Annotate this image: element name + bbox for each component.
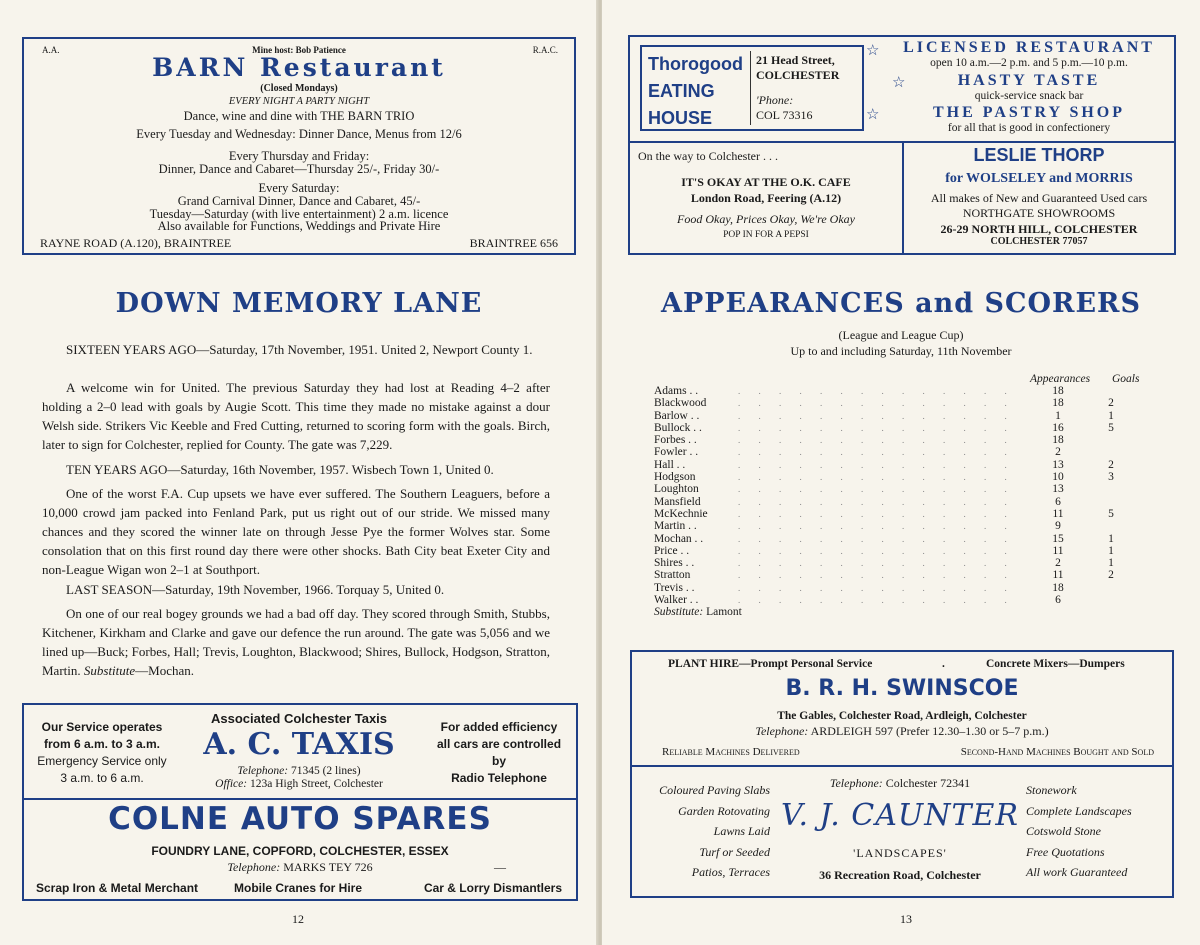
leader-dots: . . . . . . . . . . . . . . bbox=[738, 447, 1015, 458]
radio-note-1: For added efficiency bbox=[440, 720, 558, 734]
col-goals: Goals bbox=[1112, 373, 1140, 385]
taxi-hours-3: Emergency Service only bbox=[37, 754, 167, 768]
colne-tel-label: Telephone: bbox=[227, 860, 281, 874]
player-row bbox=[654, 483, 1134, 495]
player-row bbox=[654, 459, 1134, 471]
memory-p5: LAST SEASON—Saturday, 19th November, 1966. Torquay 5, United 0. bbox=[66, 582, 445, 597]
swinscoe-tel-label: Telephone: bbox=[755, 724, 809, 738]
player-name: Loughton bbox=[654, 483, 699, 496]
player-name: Adams . . bbox=[654, 385, 699, 397]
dismantlers: Car & Lorry Dismantlers bbox=[423, 881, 562, 895]
player-appearances: 2 bbox=[1055, 557, 1061, 570]
leader-dots: . . . . . . . . . . . . . . bbox=[738, 582, 1015, 593]
player-row bbox=[654, 385, 1134, 397]
leader-dots: . . . . . . . . . . . . . . bbox=[738, 521, 1015, 532]
leader-dots: . . . . . . . . . . . . . . bbox=[738, 472, 1015, 483]
thorp-showrooms: NORTHGATE SHOWROOMS bbox=[962, 206, 1116, 220]
player-name: Mochan . . bbox=[654, 532, 704, 545]
player-appearances: 16 bbox=[1052, 421, 1064, 434]
swinscoe-address: The Gables, Colchester Road, Ardleigh, Colchester bbox=[777, 710, 1027, 722]
substitute-row bbox=[654, 606, 742, 618]
taxis-colne-advert bbox=[22, 703, 578, 901]
memory-p6-substitute: Substitute bbox=[83, 663, 136, 678]
caunter-tel-label: Telephone: bbox=[829, 776, 883, 790]
hasty-taste: HASTY TASTE bbox=[957, 72, 1101, 89]
radio-note-3: by bbox=[491, 754, 506, 768]
swinscoe-telephone bbox=[632, 724, 1172, 739]
confectionery: for all that is good in confectionery bbox=[947, 122, 1111, 134]
memory-lane-title: DOWN MEMORY LANE bbox=[115, 288, 483, 319]
leader-dots: . . . . . . . . . . . . . . bbox=[738, 398, 1015, 409]
thorogood-name bbox=[648, 51, 743, 132]
player-goals: 2 bbox=[1108, 569, 1114, 582]
player-name: Martin . . bbox=[654, 520, 697, 533]
barn-trio: Dance, wine and dine with THE BARN TRIO bbox=[183, 109, 415, 123]
ok-cafe-way: On the way to Colchester . . . bbox=[638, 149, 778, 163]
thorogood-addr2: COLCHESTER bbox=[756, 68, 840, 82]
thursday-friday-prices: Dinner, Dance and Cabaret—Thursday 25/-, Friday 30/- bbox=[158, 162, 440, 176]
player-goals bbox=[1088, 483, 1134, 495]
player-name: McKechnie bbox=[654, 507, 708, 520]
ok-cafe-title: IT'S OKAY AT THE O.K. CAFE bbox=[681, 175, 851, 189]
memory-p2: A welcome win for United. The previous Saturday they had lost at Reading 4–2 after holding a 2–0 lead with goals by Augie Scott. This time they made no mistake against a dour Welsh side. Strikers Vic Keeble and Fred Cutting, returned to scoring form with the goals. Birch, later to sign for Colchester, replied for County. The gate was 7,229. bbox=[42, 380, 550, 452]
player-appearances: 18 bbox=[1052, 581, 1064, 594]
player-row bbox=[654, 410, 1134, 422]
memory-p6-end: —Mochan. bbox=[135, 663, 195, 678]
player-name: Forbes . . bbox=[654, 434, 697, 447]
taxi-hours-4: 3 a.m. to 6 a.m. bbox=[60, 771, 144, 785]
col-appearances: Appearances bbox=[1030, 373, 1091, 385]
player-goals: 1 bbox=[1108, 557, 1114, 570]
taxi-hours bbox=[32, 719, 172, 787]
radio-note-2: all cars are controlled bbox=[436, 737, 562, 751]
caunter-l1: Coloured Paving Slabs bbox=[659, 783, 770, 797]
ok-cafe-slogan: Food Okay, Prices Okay, We're Okay bbox=[677, 212, 855, 226]
player-appearances: 11 bbox=[1052, 544, 1064, 557]
player-goals bbox=[1088, 446, 1134, 458]
thorp-address: 26-29 NORTH HILL, COLCHESTER bbox=[940, 222, 1138, 236]
colne-address: FOUNDRY LANE, COPFORD, COLCHESTER, ESSEX bbox=[151, 844, 449, 858]
appearances-sub2: Up to and including Saturday, 11th November bbox=[790, 344, 1012, 358]
appearances-rows bbox=[654, 385, 1134, 606]
caunter-l5: Patios, Terraces bbox=[691, 865, 770, 879]
caunter-services-left bbox=[632, 780, 770, 883]
leader-dots: . . . . . . . . . . . . . . bbox=[738, 435, 1015, 446]
page-12 bbox=[0, 0, 598, 945]
bottom-adverts-divider bbox=[632, 765, 1172, 767]
caunter-r4: Free Quotations bbox=[1026, 844, 1105, 859]
leader-dots: . . . . . . . . . . . . . . bbox=[738, 570, 1015, 581]
player-appearances: 13 bbox=[1052, 458, 1064, 471]
caunter-r3: Cotswold Stone bbox=[1026, 824, 1102, 838]
player-name: Price . . bbox=[654, 544, 690, 557]
player-appearances: 18 bbox=[1052, 434, 1064, 447]
player-goals: 5 bbox=[1108, 507, 1114, 520]
player-appearances: 1 bbox=[1055, 409, 1061, 422]
player-row bbox=[654, 508, 1134, 520]
player-appearances: 6 bbox=[1055, 594, 1061, 607]
opening-hours: open 10 a.m.—2 p.m. and 5 p.m.—10 p.m. bbox=[930, 57, 1128, 69]
leslie-thorp-name: LESLIE THORP bbox=[973, 145, 1105, 165]
colne-title: COLNE AUTO SPARES bbox=[108, 801, 492, 837]
player-appearances: 10 bbox=[1052, 471, 1064, 484]
taxi-office-address: 123a High Street, Colchester bbox=[249, 778, 383, 790]
player-name: Blackwood bbox=[654, 397, 707, 410]
player-row bbox=[654, 533, 1134, 545]
player-name: Hodgson bbox=[654, 471, 696, 484]
taxi-tel: 71345 (2 lines) bbox=[290, 765, 361, 777]
host-label: Mine host: Bob Patience bbox=[252, 45, 346, 55]
player-name: Trevis . . bbox=[654, 581, 695, 594]
star-icon: ☆ bbox=[866, 43, 880, 59]
caunter-landscapes: 'LANDSCAPES' bbox=[853, 846, 947, 860]
thursday-friday-heading: Every Thursday and Friday: bbox=[228, 149, 370, 163]
player-goals: 2 bbox=[1108, 458, 1114, 471]
player-goals: 1 bbox=[1108, 544, 1114, 557]
player-row bbox=[654, 569, 1134, 581]
plant-dot: . bbox=[942, 658, 945, 670]
leader-dots: . . . . . . . . . . . . . . bbox=[738, 508, 1015, 519]
thorogood-line1: Thorogood bbox=[648, 54, 743, 74]
associated-taxis: Associated Colchester Taxis bbox=[210, 711, 388, 726]
thorp-all-makes: All makes of New and Guaranteed Used cars bbox=[930, 191, 1148, 205]
leader-dots: . . . . . . . . . . . . . . bbox=[738, 422, 1015, 433]
player-row bbox=[654, 520, 1134, 532]
page-number-12: 12 bbox=[292, 912, 304, 926]
barn-restaurant-advert bbox=[22, 37, 576, 255]
ok-cafe-pepsi: POP IN FOR A PEPSI bbox=[723, 230, 809, 240]
star-icon: ☆ bbox=[892, 75, 906, 91]
player-row bbox=[654, 582, 1134, 594]
thorogood-phone-number: COL 73316 bbox=[756, 108, 813, 122]
player-name: Shires . . bbox=[654, 557, 695, 570]
licence-line: Tuesday—Saturday (with live entertainment) 2 a.m. licence bbox=[149, 207, 449, 221]
page-13 bbox=[602, 0, 1200, 945]
appearances-table bbox=[654, 385, 1134, 606]
caunter-l3: Lawns Laid bbox=[713, 824, 770, 838]
player-goals bbox=[1088, 582, 1134, 594]
player-row bbox=[654, 434, 1134, 446]
barn-phone: BRAINTREE 656 bbox=[469, 236, 558, 250]
caunter-tel: Colchester 72341 bbox=[885, 776, 971, 790]
thorogood-phone-label: 'Phone: bbox=[756, 93, 794, 107]
player-appearances: 11 bbox=[1052, 507, 1064, 520]
caunter-telephone bbox=[782, 776, 1018, 791]
player-row bbox=[654, 594, 1134, 606]
leader-dots: . . . . . . . . . . . . . . bbox=[738, 595, 1015, 606]
star-icon: ☆ bbox=[866, 107, 880, 123]
thorogood-line2: EATING bbox=[648, 81, 715, 101]
thorogood-addr1: 21 Head Street, bbox=[756, 53, 835, 67]
player-appearances: 9 bbox=[1055, 520, 1061, 533]
taxi-hours-2: from 6 a.m. to 3 a.m. bbox=[43, 737, 161, 751]
concrete-mixers: Concrete Mixers—Dumpers bbox=[986, 658, 1125, 670]
swinscoe-tel: ARDLEIGH 597 (Prefer 12.30–1.30 or 5–7 p.m.) bbox=[810, 724, 1049, 738]
thorogood-line3: HOUSE bbox=[648, 108, 713, 128]
barn-address: RAYNE ROAD (A.120), BRAINTREE bbox=[40, 236, 232, 250]
ok-cafe-road: London Road, Feering (A.12) bbox=[690, 191, 842, 205]
thorogood-address bbox=[756, 53, 839, 83]
top-adverts bbox=[628, 35, 1176, 255]
caunter-name: V. J. CAUNTER bbox=[781, 798, 1019, 833]
player-row bbox=[654, 397, 1134, 409]
swinscoe-name: B. R. H. SWINSCOE bbox=[785, 676, 1019, 701]
memory-p4: One of the worst F.A. Cup upsets we have ever suffered. The Southern Leaguers, before a 10,000 crowd jam packed into Fenland Park, put us right out of our stride. We missed many chances and they scored the winner late on through Jesse Pye the former Wolves star. Some consolation that on this first round day there were other shocks. Bath City beat Exeter City and non-League Wigan won 2–1 at Southport. bbox=[42, 486, 550, 577]
functions-line: Also available for Functions, Weddings and Private Hire bbox=[157, 219, 441, 233]
player-goals: 3 bbox=[1108, 471, 1114, 484]
player-row bbox=[654, 422, 1134, 434]
caunter-address: 36 Recreation Road, Colchester bbox=[819, 868, 981, 882]
player-goals bbox=[1088, 385, 1134, 397]
appearances-title: APPEARANCES and SCORERS bbox=[661, 288, 1141, 319]
player-goals bbox=[1088, 594, 1134, 606]
leader-dots: . . . . . . . . . . . . . . bbox=[738, 545, 1015, 556]
player-row bbox=[654, 545, 1134, 557]
player-row bbox=[654, 446, 1134, 458]
colne-dash: — bbox=[494, 860, 506, 874]
thorogood-divider bbox=[750, 51, 751, 125]
player-row bbox=[654, 471, 1134, 483]
caunter-r2: Complete Landscapes bbox=[1026, 803, 1132, 818]
leader-dots: . . . . . . . . . . . . . . bbox=[738, 558, 1015, 569]
bottom-adverts bbox=[630, 650, 1174, 898]
player-name: Walker . . bbox=[654, 594, 699, 607]
party-night: EVERY NIGHT A PARTY NIGHT bbox=[228, 96, 370, 107]
scrap-merchant: Scrap Iron & Metal Merchant bbox=[36, 881, 199, 895]
player-appearances: 18 bbox=[1052, 385, 1064, 397]
saturday-heading: Every Saturday: bbox=[258, 181, 340, 195]
player-goals bbox=[1088, 496, 1134, 508]
player-row bbox=[654, 496, 1134, 508]
caunter-l4: Turf or Seeded bbox=[699, 844, 770, 859]
thorp-makes: for WOLSELEY and MORRIS bbox=[945, 171, 1133, 186]
aa-label: A.A. bbox=[42, 45, 60, 55]
thorogood-box bbox=[640, 45, 864, 131]
taxi-office bbox=[174, 778, 424, 790]
player-row bbox=[654, 557, 1134, 569]
appearances-sub1: (League and League Cup) bbox=[838, 328, 964, 342]
caunter-r1: Stonework bbox=[1026, 783, 1077, 797]
taxis-divider bbox=[24, 798, 576, 800]
caunter-r5: All work Guaranteed bbox=[1026, 865, 1128, 879]
colne-tel: MARKS TEY 726 bbox=[283, 860, 373, 874]
memory-p1: SIXTEEN YEARS AGO—Saturday, 17th November, 1951. United 2, Newport County 1. bbox=[66, 342, 533, 357]
taxi-hours-1: Our Service operates bbox=[41, 720, 163, 734]
memory-p6 bbox=[42, 604, 550, 680]
memory-p3: TEN YEARS AGO—Saturday, 16th November, 1957. Wisbech Town 1, United 0. bbox=[66, 462, 494, 477]
taxi-telephone bbox=[174, 765, 424, 777]
memory-p6-text: On one of our real bogey grounds we had a bad off day. They scored through Smith, Stubbs, Kitchener, Kirkham and Clarke and gave our defence the run around. The gate was 5,056 and we lined up—Buck; Forbes, Hall; Trevis, Loughton, Blackwood; Shires, Bullock, Hodgson, Stratton, Martin. bbox=[42, 606, 550, 678]
thorp-phone: COLCHESTER 77057 bbox=[990, 236, 1088, 247]
page-number-13: 13 bbox=[900, 912, 912, 926]
licensed-restaurant: LICENSED RESTAURANT bbox=[903, 39, 1155, 56]
ac-taxis-name: A. C. TAXIS bbox=[203, 727, 395, 762]
second-hand-machines: Second-Hand Machines Bought and Sold bbox=[960, 746, 1154, 758]
leader-dots: . . . . . . . . . . . . . . bbox=[738, 459, 1015, 470]
radio-telephone-note bbox=[424, 719, 574, 787]
player-name: Hall . . bbox=[654, 458, 686, 471]
player-appearances: 18 bbox=[1052, 397, 1064, 410]
player-goals: 1 bbox=[1108, 532, 1114, 545]
player-name: Bullock . . bbox=[654, 421, 702, 434]
player-appearances: 13 bbox=[1052, 483, 1064, 496]
player-name: Mansfield bbox=[654, 495, 701, 508]
leader-dots: . . . . . . . . . . . . . . bbox=[738, 386, 1015, 396]
player-appearances: 15 bbox=[1052, 532, 1064, 545]
substitute-label: Substitute: bbox=[654, 606, 704, 618]
taxi-office-label: Office: bbox=[215, 778, 248, 790]
leader-dots: . . . . . . . . . . . . . . bbox=[738, 410, 1015, 421]
player-goals bbox=[1088, 520, 1134, 532]
player-goals bbox=[1088, 434, 1134, 446]
tuesday-wednesday: Every Tuesday and Wednesday: Dinner Dance, Menus from 12/6 bbox=[136, 127, 462, 141]
saturday-dinner: Grand Carnival Dinner, Dance and Cabaret, 45/- bbox=[177, 194, 421, 208]
radio-note-4: Radio Telephone bbox=[451, 771, 547, 785]
barn-title: BARN Restaurant bbox=[152, 53, 446, 82]
plant-hire: PLANT HIRE—Prompt Personal Service bbox=[668, 658, 873, 670]
player-name: Fowler . . bbox=[654, 446, 699, 459]
rac-label: R.A.C. bbox=[532, 45, 558, 55]
player-appearances: 11 bbox=[1052, 569, 1064, 582]
player-goals: 1 bbox=[1108, 409, 1114, 422]
caunter-l2: Garden Rotovating bbox=[678, 803, 770, 818]
taxi-tel-label: Telephone: bbox=[237, 765, 289, 777]
thorogood-phone bbox=[756, 93, 813, 123]
player-name: Stratton bbox=[654, 569, 691, 582]
snack-bar: quick-service snack bar bbox=[974, 90, 1084, 102]
player-appearances: 2 bbox=[1055, 446, 1061, 459]
mobile-cranes: Mobile Cranes for Hire bbox=[234, 881, 363, 895]
caunter-services-right bbox=[1026, 780, 1166, 883]
reliable-machines: Reliable Machines Delivered bbox=[662, 746, 800, 758]
pastry-shop: THE PASTRY SHOP bbox=[932, 104, 1125, 121]
player-goals: 5 bbox=[1108, 421, 1114, 434]
closed-mondays: (Closed Mondays) bbox=[260, 83, 338, 94]
player-name: Barlow . . bbox=[654, 409, 700, 422]
player-goals: 2 bbox=[1108, 397, 1114, 410]
leader-dots: . . . . . . . . . . . . . . bbox=[738, 533, 1015, 544]
player-appearances: 6 bbox=[1055, 495, 1061, 508]
leader-dots: . . . . . . . . . . . . . . bbox=[738, 496, 1015, 507]
substitute-name: Lamont bbox=[706, 606, 742, 618]
leader-dots: . . . . . . . . . . . . . . bbox=[738, 484, 1015, 495]
